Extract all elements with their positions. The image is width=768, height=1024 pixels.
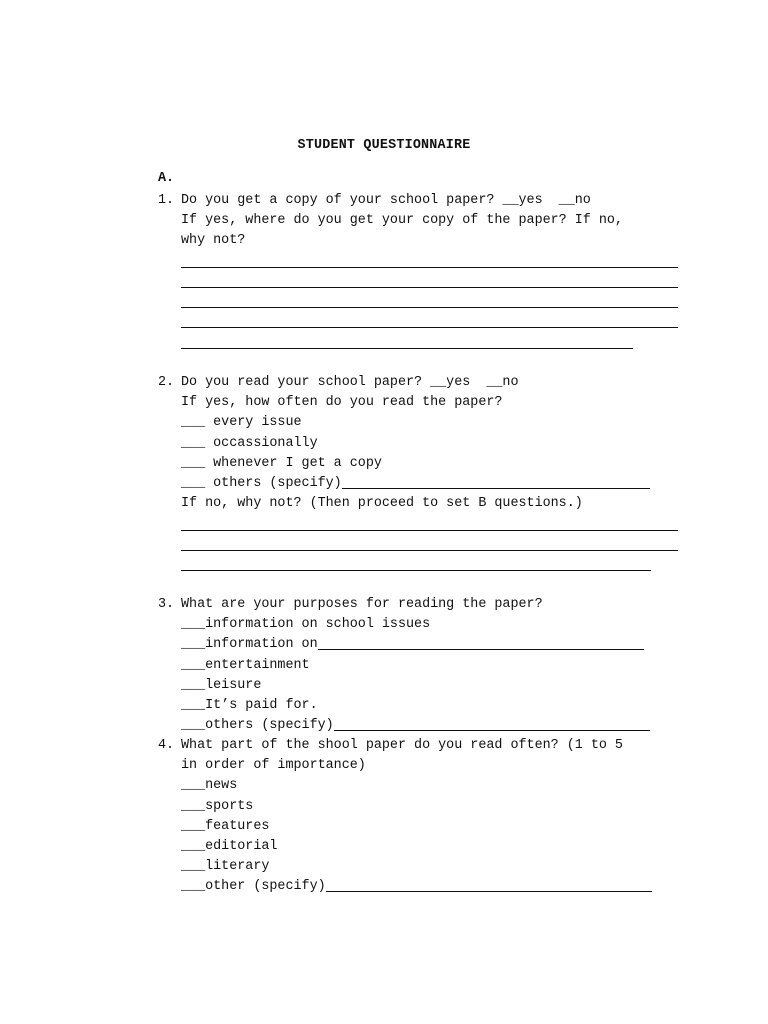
question-number: 3. [158, 597, 175, 612]
question-1 [158, 191, 678, 353]
specify-line[interactable] [326, 877, 652, 892]
specify-line[interactable] [334, 716, 650, 731]
question-text: What are your purposes for reading the paper? [181, 597, 543, 612]
question-number: 2. [158, 375, 175, 390]
question-text: Do you get a copy of your school paper? __yes __no [181, 193, 591, 208]
answer-line[interactable] [181, 535, 678, 555]
question-text: Do you read your school paper? __yes __no [181, 375, 519, 390]
answer-line[interactable] [181, 252, 678, 272]
specify-line[interactable] [342, 474, 650, 489]
answer-line[interactable] [181, 332, 633, 352]
question-3 [158, 595, 678, 736]
follow-up-text: If no, why not? (Then proceed to set B questions.) [181, 496, 583, 512]
follow-up-text: If yes, where do you get your copy of the paper? If no, [181, 213, 623, 229]
question-number: 1. [158, 193, 175, 208]
page-title: STUDENT QUESTIONNAIRE [297, 138, 471, 153]
option-item[interactable]: ___others (specify) [181, 716, 678, 736]
option-item[interactable]: ___information on [181, 635, 678, 655]
follow-up-text: why not? [181, 233, 246, 249]
option-item[interactable]: ___features [181, 818, 270, 834]
answer-line[interactable] [181, 312, 678, 332]
specify-line[interactable] [318, 635, 644, 650]
option-item[interactable]: ___news [181, 778, 238, 794]
section-label: A. [158, 171, 175, 186]
question-text-continued: in order of importance) [181, 758, 366, 774]
option-item[interactable]: ___sports [181, 798, 254, 814]
option-item[interactable]: ___leisure [181, 677, 262, 693]
option-item[interactable]: ___editorial [181, 839, 278, 855]
follow-up-text: If yes, how often do you read the paper? [181, 395, 503, 411]
question-4 [158, 736, 678, 898]
option-item[interactable]: ___ whenever I get a copy [181, 455, 382, 471]
answer-line[interactable] [181, 292, 678, 312]
question-text: What part of the shool paper do you read often? (1 to 5 [181, 738, 623, 753]
option-item[interactable]: ___information on school issues [181, 617, 431, 633]
option-item[interactable]: ___literary [181, 859, 270, 875]
answer-line[interactable] [181, 555, 651, 575]
option-item[interactable]: ___ every issue [181, 415, 302, 431]
answer-line[interactable] [181, 272, 678, 292]
option-item[interactable]: ___ occassionally [181, 435, 318, 451]
option-item[interactable]: ___It’s paid for. [181, 698, 318, 714]
option-item[interactable]: ___other (specify) [181, 877, 678, 897]
option-item[interactable]: ___ others (specify) [181, 474, 678, 494]
option-item[interactable]: ___entertainment [181, 657, 310, 673]
question-number: 4. [158, 738, 175, 753]
answer-line[interactable] [181, 514, 678, 534]
question-2 [158, 373, 678, 575]
